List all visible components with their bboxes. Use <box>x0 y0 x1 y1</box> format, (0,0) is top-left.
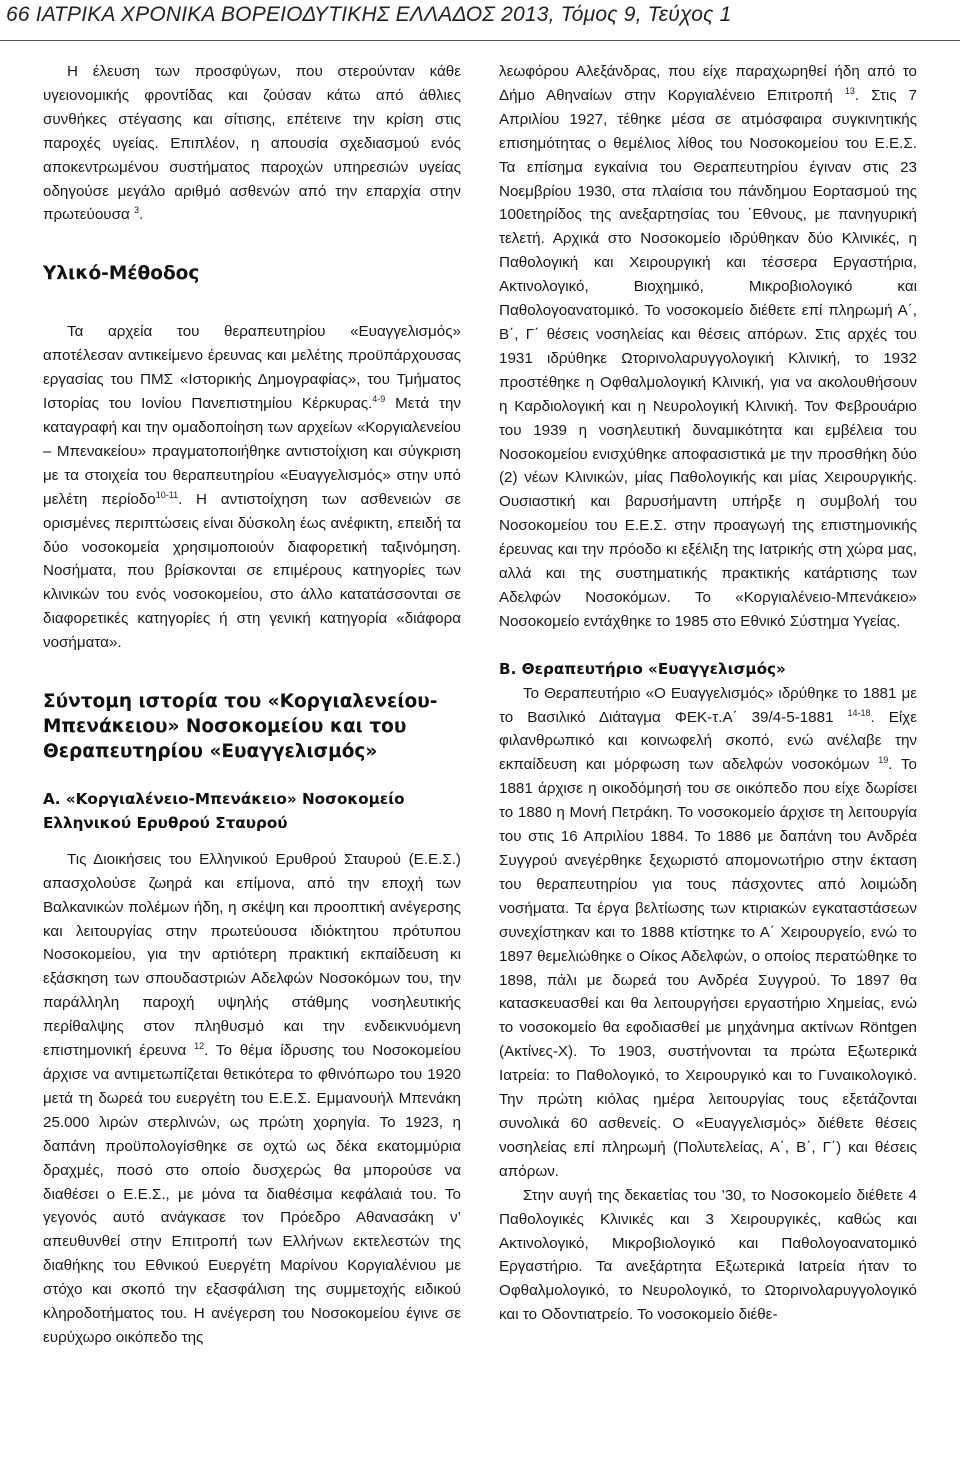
subsection-b-text-1: Το Θεραπευτήριο «Ο Ευαγγελισμός» ιδρύθηκε το 1881 με το Βασιλικό Διάταγμα ΦΕΚ-τ.Α΄ 39/4-5-1881 <box>499 684 917 726</box>
citation-ref: 13 <box>844 85 855 96</box>
intro-text: Η έλευση των προσφύγων, που στερούνταν κάθε υγειονομικής φροντίδας και ζούσαν κάτω από άθλιες συνθήκες στέγασης και σίτισης, επέτεινε την κρίση στις παροχές υγείας. Επιπλέον, η απουσία σχεδιασμού ενός αποκεντρωμένου συστήματος παροχών υπηρεσιών υγείας οδηγούσε μεγάλο αριθμό ασθενών από την επαρχία στην πρωτεύουσα <box>43 63 461 224</box>
subsection-a-text-2: . Το θέμα ίδρυσης του Νοσοκομείου άρχισε να αντιμετωπίζεται θετικότερα το φθινόπωρο του 1920 μετά τη δωρεά του ευεργέτη του Ε.Ε.Σ. Εμμανουήλ Μπενάκη 25.000 λιρών στερλινών, ως πρώτη χορηγία. Το 1923, η δαπάνη προϋπολογίσθηκε σε οχτώ ως δέκα εκατομμύρια δραχμές, ποσό στο οποίο δυσχερώς θα μπορούσε να διαθέσει ο Ε.Ε.Σ., με μόνα τα διαθέσιμα κεφάλαιά του. Το γεγονός αυτό ανάγκασε τον Πρόεδρο Αθανασάκη ν’ απευθυνθεί στην Επιτροπή των Ελλήνων εκτελεστών της διαθήκης του Εθνικού Ευεργέτη Μαρίνου Κοργιαλένιου με στόχο και σκοπό την εξασφάλιση της συμμετοχής ειδικού κληροδοτήματος του. Η ανέγερση του Νοσοκομείου έγινε σε ευρύχωρο οικόπεδο της <box>43 1042 462 1346</box>
subsection-a-text-1: Τις Διοικήσεις του Ελληνικού Ερυθρού Σταυρού (Ε.Ε.Σ.) απασχολούσε ζωηρά και επίμονα, από την εποχή των Βαλκανικών πολέμων ήδη, η σκέψη και προοπτική ανέγερσης και λειτουργίας στην πρωτεύουσα ιδιόκτητου πρότυπου Νοσοκομείου, για την αρτιότερη πρακτική εκπαίδευση κι εξάσκηση των σπουδαστριών Αδελφών Νοσοκόμων του, την παράλληλη παροχή υψηλής στάθμης νοσηλευτικής περίθαλψης στον πληθυσμό και την ενδεικνυόμενη επιστημονική έρευνα <box>43 850 461 1060</box>
citation-ref: 4-9 <box>372 394 386 404</box>
subsection-b-text-3: . Το 1881 άρχισε η οικοδόμησή του σε οικόπεδο που είχε δωρίσει το 1880 η Μονή Πετράκη. Το νοσοκομείο άρχισε τη λειτουργία του στις 16 Απριλίου 1884. Το 1886 με δαπάνη του Ανδρέα Συγγρού ανεγέρθηκε ξεχωριστό απομονωτήριο στην έκταση του θεραπευτηρίου για τους πάσχοντες από λοιμώδη νοσήματα. Τα έργα βελτίωσης των κτιριακών εγκαταστάσεων συνεχίστηκαν και το 1888 κτίστηκε το Α΄ Χειρουργείο, ενώ το 1897 θεμελιώθηκε ο Οίκος Αδελφών, ο οποίος περατώθηκε το 1898, πάλι με δωρεά του Ανδρέα Συγγρού. Το 1897 θα κατασκευασθεί και θα λειτουργήσει εργαστήριο Χημείας, ενώ το νοσοκομείο θα εφοδιασθεί με μηχάνημα ακτίνων Röntgen (Ακτίνες-Χ). Το 1903, συστήνονται τα πρώτα Εξωτερικά Ιατρεία: το Παθολογικό, το Χειρουργικό και το Γυναικολογικό. Την πρώτη κιόλας ημέρα λειτουργίας τους εξετάζονται συνολικά 60 ασθενείς. Ο «Ευαγγελισμός» διέθετε θέσεις νοσηλείας επί πληρωμή (Πολυτελείας, Α΄, Β΄, Γ΄) και θέσεις απόρων. <box>499 756 917 1180</box>
subsection-b-text-2: . Είχε φιλανθρωπικό και κοινωφελή σκοπό, ενώ ανέλαβε την εκπαίδευση και μόρφωση των αδελφών νοσοκόμων <box>499 708 917 774</box>
right-column <box>499 60 917 1327</box>
methods-text-2: Μετά την καταγραφή και την ομαδοποίηση των αρχείων «Κοργιαλενείου – Μπενακείου» πραγματοποιήθηκε αντιστοίχιση και σύγκριση με τα στοιχεία του θεραπευτηρίου «Ευαγγελισμός» στην υπό μελέτη περίοδο <box>43 395 461 508</box>
subsection-a-paragraph <box>43 848 461 1350</box>
continued-text-2: . Στις 7 Απριλίου 1927, τέθηκε μέσα σε ατμόσφαιρα συγκινητικής επισημότητας ο θεμέλιος λίθος του Νοσοκομείου του Ε.Ε.Σ. Τα επίσημα εγκαίνια του Θεραπευτηρίου έγιναν στις 23 Νοεμβρίου 1930, στα πλαίσια του πάνδημου Εορτασμού της 100ετηρίδος της ανεξαρτησίας του ΄Εθνους, με πανηγυρική τελετή. Αρχικά στο Νοσοκομείο ιδρύθηκαν δύο Κλινικές, η Παθολογική και Χειρουργική και τέσσερα Εργαστήρια, Ακτινολογικό, Βιοχημικό, Μικροβιολογικό και Παθολογοανατομικό. Το νοσοκομείο διέθετε επί πληρωμή Α΄, Β΄, Γ΄ θέσεις νοσηλείας και θέσεις απόρων. Στις αρχές του 1931 ιδρύθηκε Ωτορινολαρυγγολογική Κλινική, το 1932 προστέθηκε η Οφθαλμολογική Κλινική, για να ακολουθήσουν η Καρδιολογική και η Νευρολογική Κλινική. Τον Φεβρουάριο του 1939 η νοσηλευτική δυναμικότητα και εμβέλεια του Νοσοκομείου ενισχύθηκε αποφασιστικά με την προσθήκη δύο (2) νέων Κλινικών, μίας Παθολογικής και μίας Χειρουργικής. Ουσιαστική και βαρυσήμαντη υπήρξε η συμβολή του Νοσοκομείου του Ε.Ε.Σ. στην προαγωγή της επιστημονικής έρευνας και την πρόοδο κι εξέλιξη της Ιατρικής στη χώρα μας, αλλά και της συστηματικής πρακτικής κατάρτισης των Αδελφών Νοσοκόμων. Το «Κοργιαλένειο-Μπενάκειο» Νοσοκομείο εντάχθηκε το 1985 στο Εθνικό Σύστημα Υγείας. <box>499 86 917 630</box>
methods-paragraph <box>43 320 461 655</box>
citation-ref: 3 <box>133 205 139 216</box>
intro-paragraph <box>43 60 461 227</box>
citation-ref: 14-18 <box>847 707 871 718</box>
citation-ref: 19 <box>878 755 889 766</box>
subsection-b-heading: Β. Θεραπευτήριο «Ευαγγελισμός» <box>499 659 786 678</box>
intro-end: . <box>139 206 144 224</box>
citation-ref: 12 <box>194 1041 205 1052</box>
methods-heading: Υλικό-Μέθοδος <box>43 263 200 285</box>
methods-text-1: Τα αρχεία του θεραπευτηρίου «Ευαγγελισμός» αποτέλεσαν αντικείμενο έρευνας και μελέτης προϋπάρχουσας εργασίας του ΠΜΣ «Ιστορικής Δημογραφίας», του Τμήματος Ιστορίας του Ιονίου Πανεπιστημίου Κέρκυρας. <box>43 323 461 413</box>
subsection-b-paragraph-2: Στην αυγή της δεκαετίας του ’30, το Νοσοκομείο διέθετε 4 Παθολογικές Κλινικές και 3 Χειρουργικές, καθώς και Ακτινολογικό, Μικροβιολογικό και Παθολογοανατομικό Εργαστήριο. Τα ανεξάρτητα Εξωτερικά Ιατρεία ήταν το Οφθαλμολογικό, το Νευρολογικό, το Ωτορινολαρυγγολογικό και το Οδοντιατρείο. Το νοσοκομείο διέθε- <box>499 1186 917 1324</box>
continued-text-1: λεωφόρου Αλεξάνδρας, που είχε παραχωρηθεί ήδη από το Δήμο Αθηναίων στην Κοργιαλένειο Επιτροπή <box>499 63 917 104</box>
left-column <box>43 60 461 1350</box>
history-heading: Σύντομη ιστορία του «Κοργιαλενείου-Μπενάκειου» Νοσοκομείου και του Θεραπευτηρίου «Ευαγγελισμός» <box>43 691 438 763</box>
continued-paragraph <box>499 60 917 634</box>
subsection-b-paragraph-1 <box>499 682 917 1184</box>
methods-text-3: . Η αντιστοίχηση των ασθενειών σε ορισμένες περιπτώσεις είναι δύσκολη έως ανέφικτη, επειδή τα δύο νοσοκομεία χρησιμοποιούν διαφορετική ταξινόμηση. Νοσήματα, που βρίσκονται σε επιμέρους κατηγορίες των κλινικών του ενός νοσοκομείου, στο άλλο κατατάσσονται σε διαφορετικές κατηγορίες ή στη γενική κατηγορία «διάφορα νοσήματα». <box>43 490 461 652</box>
citation-ref: 10-11 <box>155 489 179 500</box>
subsection-a-heading: Α. «Κοργιαλένειο-Μπενάκειο» Νοσοκομείο Ελληνικού Ερυθρού Σταυρού <box>43 790 405 832</box>
page-header <box>0 0 960 41</box>
running-title: 66 ΙΑΤΡΙΚΑ ΧΡΟΝΙΚΑ ΒΟΡΕΙΟΔΥΤΙΚΗΣ ΕΛΛΑΔΟΣ 2013, Τόμος 9, Τεύχος 1 <box>6 3 732 26</box>
